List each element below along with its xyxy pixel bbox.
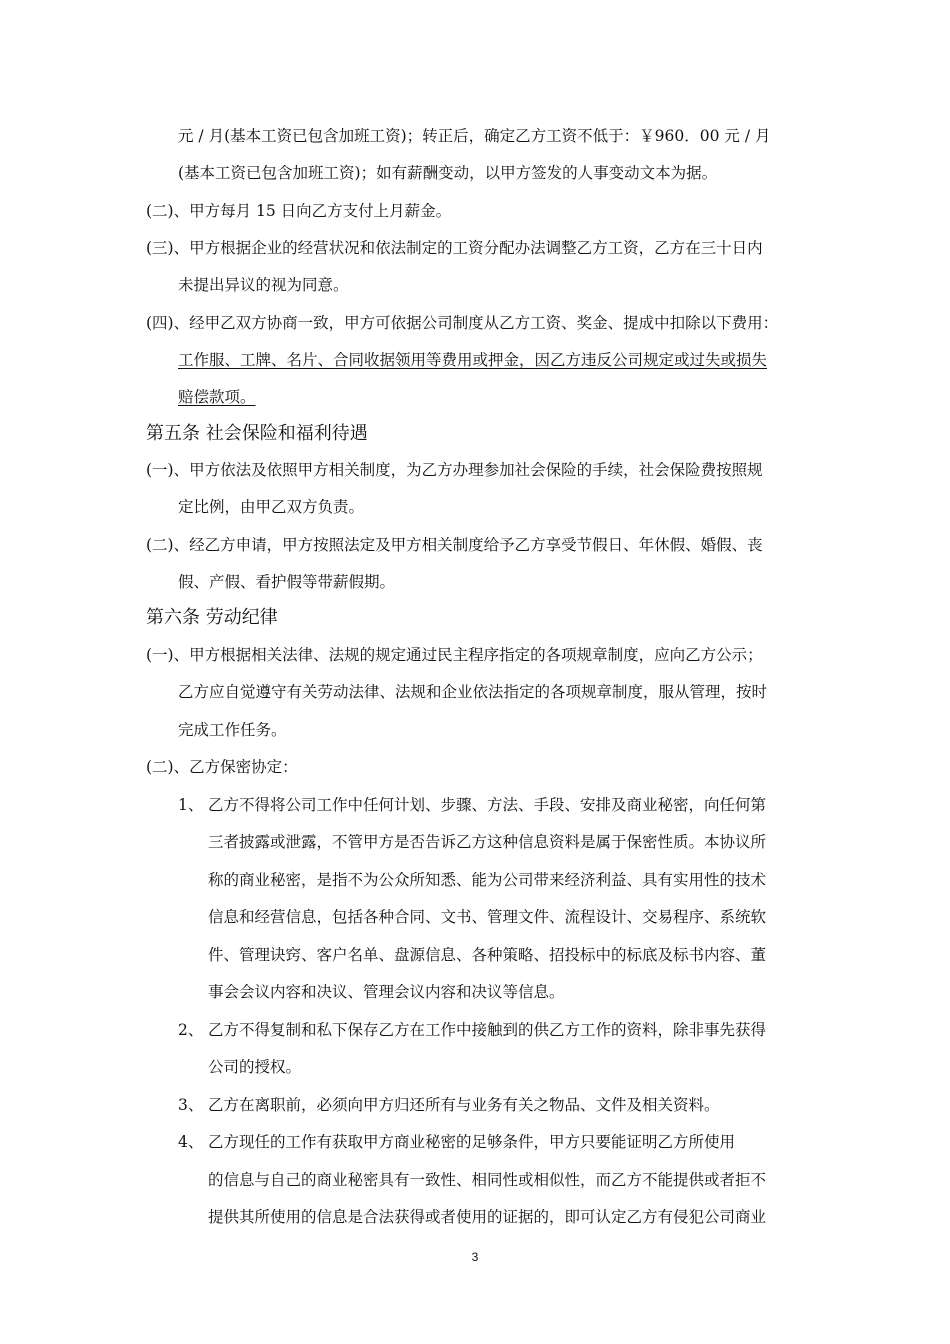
article6-item-2: (二)、乙方保密协定： <box>146 758 298 776</box>
article6-item-1-line-2: 乙方应自觉遵守有关劳动法律、法规和企业依法指定的各项规章制度，服从管理，按时 <box>178 683 768 701</box>
article5-item-1-line-2: 定比例，由甲乙双方负责。 <box>178 498 365 516</box>
confidentiality-clause-1-line-2: 三者披露或泄露，不管甲方是否告诉乙方这种信息资料是属于保密性质。本协议所 <box>208 833 767 851</box>
article4-item-3-line-2: 未提出异议的视为同意。 <box>178 276 349 294</box>
article5-item-2-line-2: 假、产假、看护假等带薪假期。 <box>178 573 396 591</box>
article6-item-1-line-3: 完成工作任务。 <box>178 721 287 739</box>
article4-item-4-line-1: (四)、经甲乙双方协商一致，甲方可依据公司制度从乙方工资、奖金、提成中扣除以下费用： <box>146 314 779 332</box>
confidentiality-clause-1-line-6: 事会会议内容和决议、管理会议内容和决议等信息。 <box>208 983 565 1001</box>
confidentiality-clause-2-line-2: 公司的授权。 <box>208 1058 302 1076</box>
confidentiality-clause-4-line-2: 的信息与自己的商业秘密具有一致性、相同性或相似性，而乙方不能提供或者拒不 <box>208 1171 767 1189</box>
article4-item-4-line-2: 工作服、工牌、名片、合同收据领用等费用或押金，因乙方违反公司规定或过失或损失 <box>178 351 768 369</box>
confidentiality-clause-4-number: 4、 <box>178 1133 204 1151</box>
page-number: 3 <box>471 1250 479 1264</box>
confidentiality-clause-1-line-1: 乙方不得将公司工作中任何计划、步骤、方法、手段、安排及商业秘密，向任何第 <box>208 796 767 814</box>
article4-item-4-line-3: 赔偿款项。 <box>178 388 256 406</box>
article6-item-1-line-1: (一)、甲方根据相关法律、法规的规定通过民主程序指定的各项规章制度，应向乙方公示； <box>146 646 763 664</box>
article6-heading: 第六条 劳动纪律 <box>146 607 278 628</box>
article5-item-2-line-1: (二)、经乙方申请，甲方按照法定及甲方相关制度给予乙方享受节假日、年休假、婚假、丧 <box>146 536 763 554</box>
confidentiality-clause-1-line-5: 件、管理诀窍、客户名单、盘源信息、各种策略、招投标中的标底及标书内容、董 <box>208 946 767 964</box>
article5-item-1-line-1: (一)、甲方依法及依照甲方相关制度，为乙方办理参加社会保险的手续，社会保险费按照规 <box>146 461 763 479</box>
confidentiality-clause-2-number: 2、 <box>178 1021 204 1039</box>
confidentiality-clause-1-number: 1、 <box>178 796 204 814</box>
article5-heading: 第五条 社会保险和福利待遇 <box>146 423 368 444</box>
confidentiality-clause-4-line-1: 乙方现任的工作有获取甲方商业秘密的足够条件，甲方只要能证明乙方所使用 <box>208 1133 736 1151</box>
article4-item-3-line-1: (三)、甲方根据企业的经营状况和依法制定的工资分配办法调整乙方工资，乙方在三十日内 <box>146 239 763 257</box>
confidentiality-clause-3-number: 3、 <box>178 1096 204 1114</box>
article4-item-2: (二)、甲方每月 15 日向乙方支付上月薪金。 <box>146 202 452 220</box>
confidentiality-clause-1-line-3: 称的商业秘密，是指不为公众所知悉、能为公司带来经济利益、具有实用性的技术 <box>208 871 767 889</box>
confidentiality-clause-4-line-3: 提供其所使用的信息是合法获得或者使用的证据的，即可认定乙方有侵犯公司商业 <box>208 1208 767 1226</box>
confidentiality-clause-3-line-1: 乙方在离职前，必须向甲方归还所有与业务有关之物品、文件及相关资料。 <box>208 1096 720 1114</box>
confidentiality-clause-2-line-1: 乙方不得复制和私下保存乙方在工作中接触到的供乙方工作的资料，除非事先获得 <box>208 1021 767 1039</box>
salary-line-1: 元 / 月(基本工资已包含加班工资)；转正后，确定乙方工资不低于：￥960．00 元 / 月 <box>178 127 771 145</box>
salary-line-2: (基本工资已包含加班工资)；如有薪酬变动，以甲方签发的人事变动文本为据。 <box>178 164 718 182</box>
confidentiality-clause-1-line-4: 信息和经营信息，包括各种合同、文书、管理文件、流程设计、交易程序、系统软 <box>208 908 767 926</box>
